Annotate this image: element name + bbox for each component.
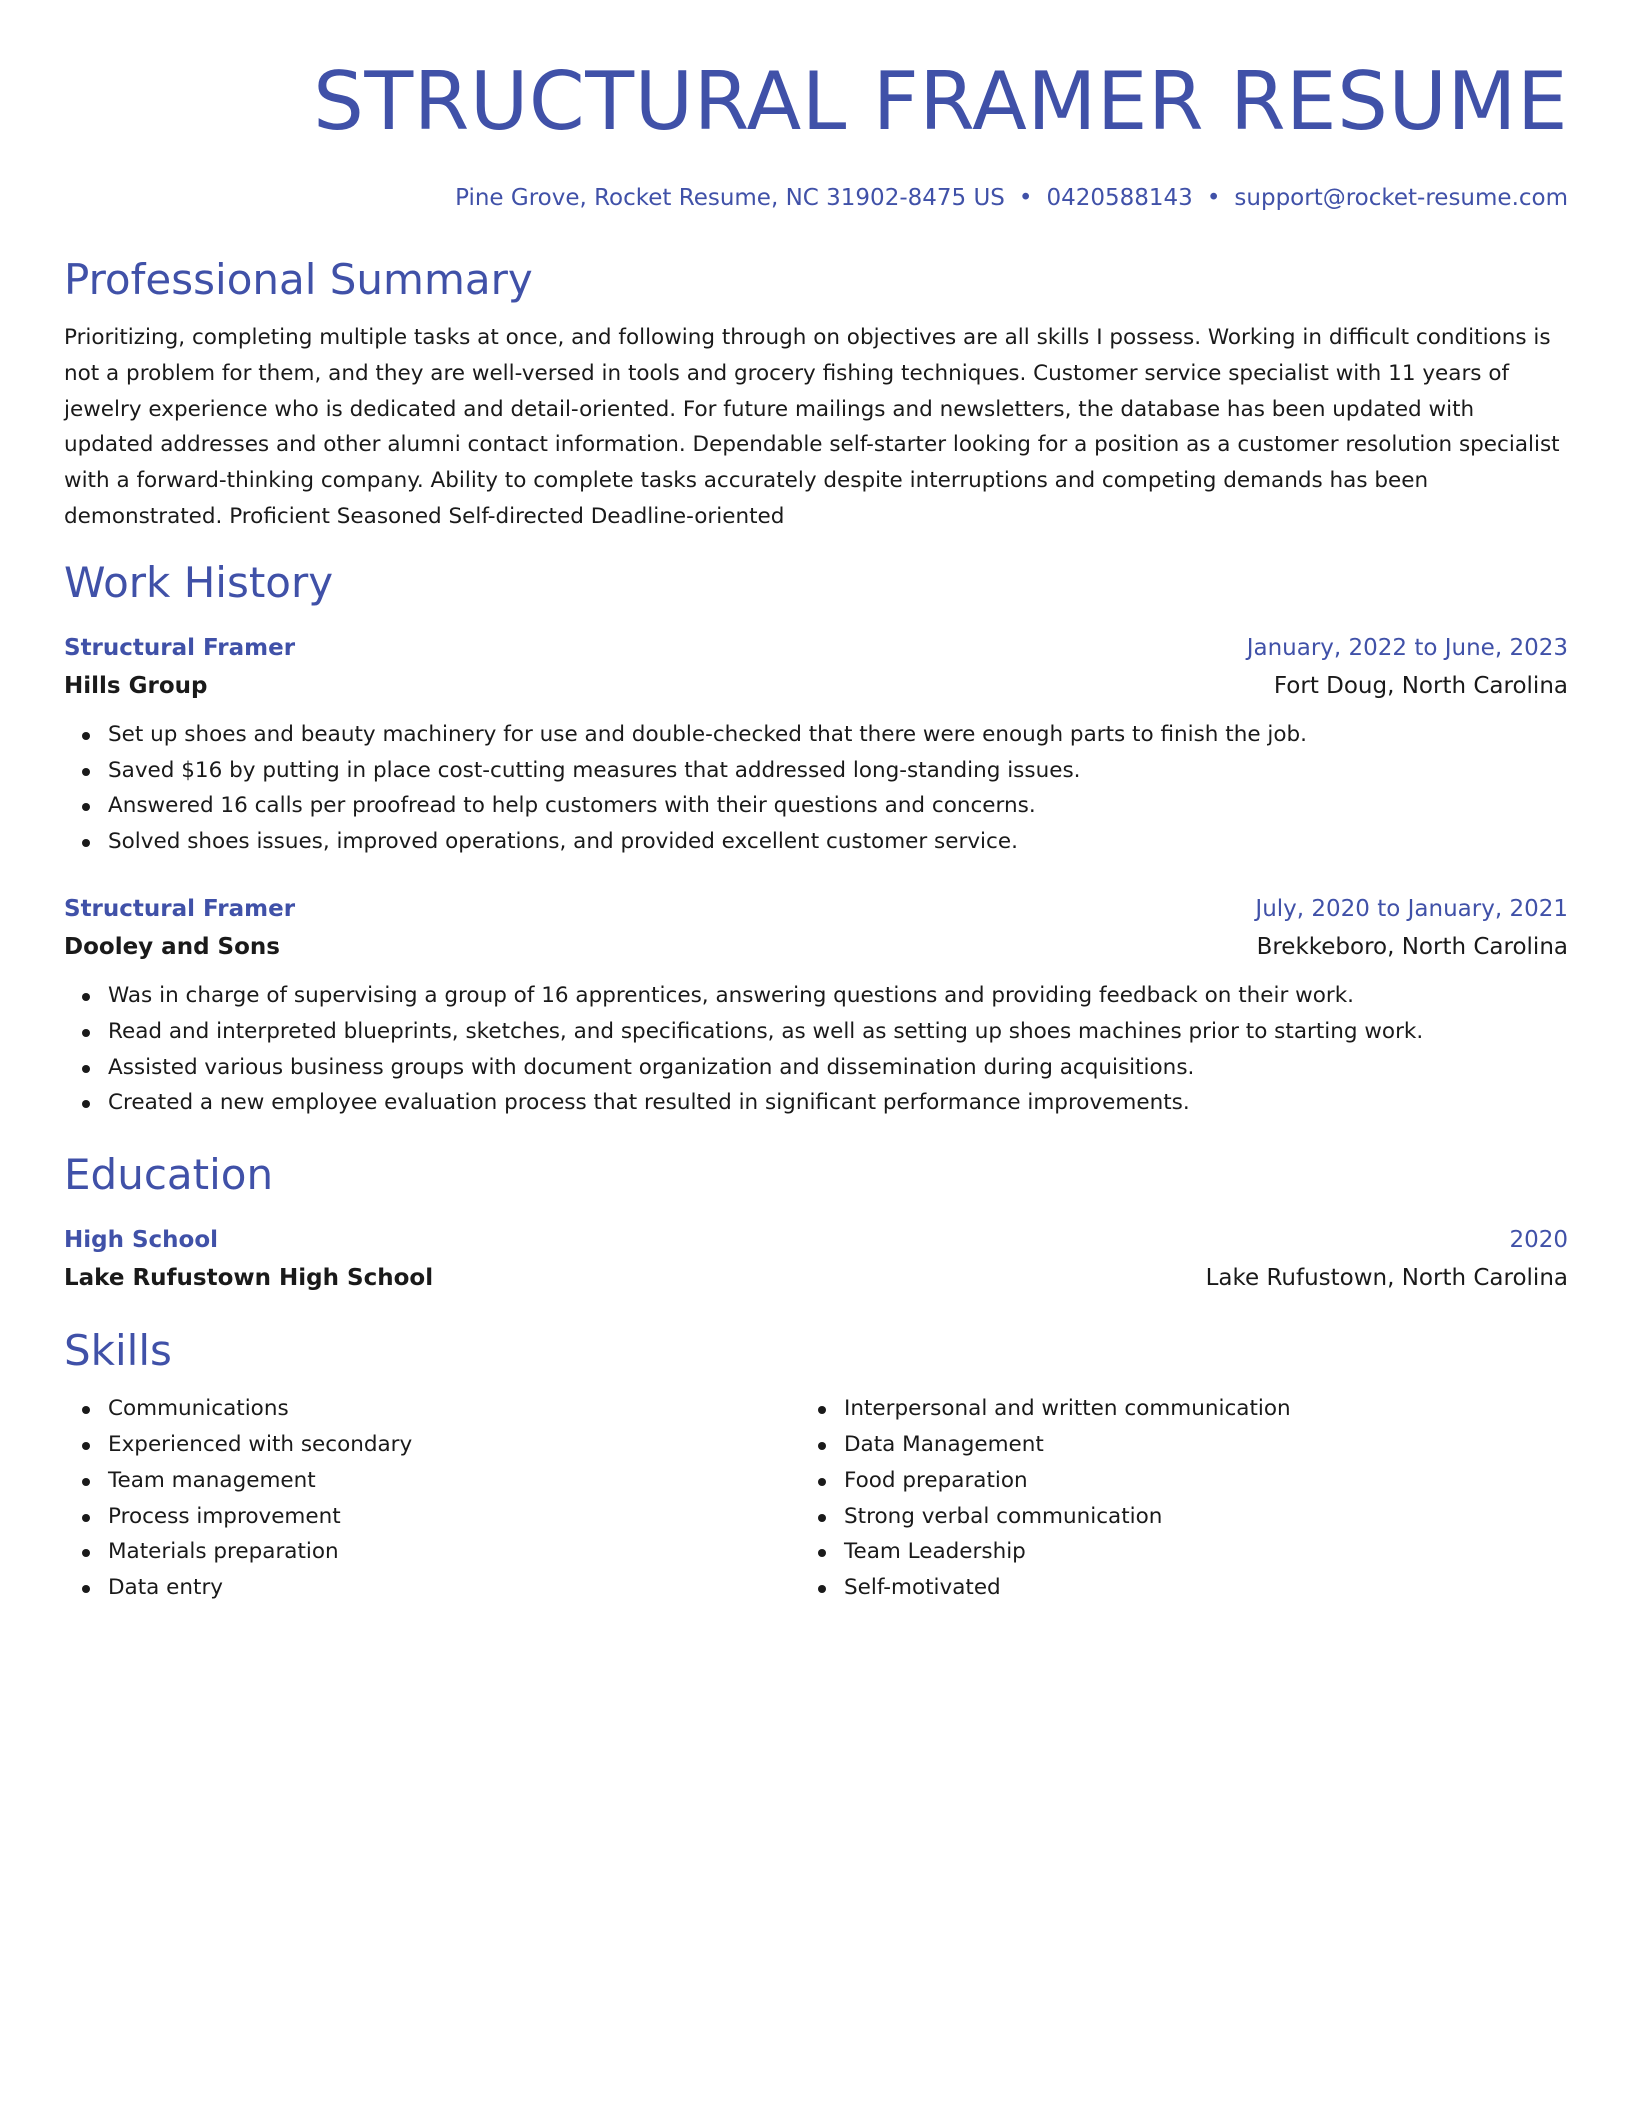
skill-text: Data Management (844, 1431, 1044, 1457)
education-year: 2020 (1509, 1227, 1568, 1254)
skills-grid (64, 1391, 1568, 1606)
job-bullet-text: Was in charge of supervising a group of 16 apprentices, answering questions and providing feedback on their work. (108, 982, 1354, 1008)
job-location: Brekkeboro, North Carolina (1256, 933, 1568, 960)
bullet-icon (82, 1442, 90, 1450)
education-heading: Education (64, 1150, 274, 1200)
skill-text: Strong verbal communication (844, 1503, 1163, 1529)
job-title: Structural Framer (64, 895, 296, 922)
job-bullet (108, 788, 1568, 824)
job-bullet-text: Assisted various business groups with document organization and dissemination during acquisitions. (108, 1054, 1195, 1080)
job-bullet (108, 824, 1568, 860)
job-bullet-text: Solved shoes issues, improved operations, and provided excellent customer service. (108, 829, 1018, 855)
job-bullet-text: Set up shoes and beauty machinery for use and double-checked that there were enough parts to finish the job. (108, 721, 1307, 747)
job-bullets (64, 978, 1568, 1121)
bullet-icon (82, 1514, 90, 1522)
summary-text: Prioritizing, completing multiple tasks at once, and following through on objectives are all skills I possess. Working in difficult conditions is not a problem for them, and they are well-versed in tools and grocery fishing techniques. Customer service specialist with 11 years of jewelry experience who is dedicated and detail-oriented. For future mailings and newsletters, the database has been updated with updated addresses and other alumni contact information. Dependable self-starter looking for a position as a customer resolution specialist with a forward-thinking company. Ability to complete tasks accurately despite interruptions and competing demands has been demonstrated. Proficient Seasoned Self-directed Deadline-oriented (64, 325, 1560, 529)
job-entry (64, 890, 1568, 1121)
skills-section (64, 1325, 1568, 1606)
bullet-icon (82, 839, 90, 847)
contact-phone: 0420588143 (1046, 185, 1193, 211)
work-history-heading: Work History (64, 557, 334, 607)
job-company: Dooley and Sons (64, 933, 280, 960)
education-school: Lake Rufustown High School (64, 1265, 434, 1292)
education-school-row (64, 1259, 1568, 1297)
bullet-icon (82, 1029, 90, 1037)
skill-text: Materials preparation (108, 1539, 339, 1565)
job-location: Fort Doug, North Carolina (1273, 672, 1568, 699)
skill-text: Communications (108, 1396, 289, 1422)
bullet-icon (818, 1585, 826, 1593)
bullet-icon (82, 732, 90, 740)
skill-text: Self-motivated (844, 1575, 1001, 1601)
skills-column-right (800, 1391, 1536, 1606)
skills-heading: Skills (64, 1326, 172, 1376)
skill-text: Process improvement (108, 1503, 341, 1529)
resume-title: STRUCTURAL FRAMER RESUME (313, 55, 1568, 148)
skill-item (108, 1463, 800, 1499)
contact-email[interactable]: support@rocket-resume.com (1234, 185, 1568, 211)
skill-item (108, 1499, 800, 1535)
job-bullet (108, 1050, 1568, 1086)
skill-item (108, 1534, 800, 1570)
summary-heading: Professional Summary (64, 255, 533, 304)
skill-text: Data entry (108, 1575, 224, 1601)
skill-item (844, 1499, 1536, 1535)
skill-text: Food preparation (844, 1467, 1028, 1493)
education-location: Lake Rufustown, North Carolina (1205, 1265, 1568, 1292)
job-bullet (108, 753, 1568, 789)
skill-item (108, 1427, 800, 1463)
skill-item (844, 1534, 1536, 1570)
contact-address: Pine Grove, Rocket Resume, NC 31902-8475 US (455, 185, 1005, 211)
skill-text: Experienced with secondary (108, 1431, 413, 1457)
bullet-icon (82, 1065, 90, 1073)
skill-item (844, 1391, 1536, 1427)
job-bullet-text: Created a new employee evaluation process that resulted in significant performance improvements. (108, 1090, 1190, 1116)
bullet-icon (82, 1585, 90, 1593)
skill-item (108, 1391, 800, 1427)
job-title: Structural Framer (64, 634, 296, 661)
job-company: Hills Group (64, 672, 208, 699)
job-company-row (64, 928, 1568, 966)
bullet-icon (82, 768, 90, 776)
work-history-section (64, 557, 1568, 1121)
contact-separator: • (1018, 185, 1033, 211)
skill-text: Team Leadership (844, 1539, 1026, 1565)
bullet-icon (82, 1549, 90, 1557)
bullet-icon (82, 1478, 90, 1486)
skill-text: Team management (108, 1467, 316, 1493)
job-bullet-text: Saved $16 by putting in place cost-cutting measures that addressed long-standing issues. (108, 757, 1081, 783)
bullet-icon (818, 1549, 826, 1557)
skill-text: Interpersonal and written communication (844, 1396, 1291, 1422)
job-bullets (64, 717, 1568, 860)
education-degree: High School (64, 1227, 219, 1254)
job-bullet (108, 978, 1568, 1014)
job-company-row (64, 667, 1568, 705)
bullet-icon (82, 993, 90, 1001)
job-bullet (108, 1014, 1568, 1050)
job-dates: July, 2020 to January, 2021 (1255, 895, 1568, 922)
job-header-row (64, 629, 1568, 667)
skill-item (108, 1570, 800, 1606)
contact-separator: • (1206, 185, 1221, 211)
job-bullet-text: Answered 16 calls per proofread to help customers with their questions and concerns. (108, 793, 1036, 819)
skill-item (844, 1427, 1536, 1463)
bullet-icon (818, 1478, 826, 1486)
bullet-icon (818, 1442, 826, 1450)
education-header-row (64, 1221, 1568, 1259)
bullet-icon (82, 1406, 90, 1414)
bullet-icon (82, 1100, 90, 1108)
education-entry (64, 1221, 1568, 1297)
bullet-icon (818, 1514, 826, 1522)
job-entry (64, 629, 1568, 860)
contact-line (64, 182, 1568, 214)
skill-item (844, 1570, 1536, 1606)
job-bullet (108, 1085, 1568, 1121)
skills-column-left (64, 1391, 800, 1606)
job-header-row (64, 890, 1568, 928)
job-dates: January, 2022 to June, 2023 (1246, 634, 1568, 661)
bullet-icon (818, 1406, 826, 1414)
education-section (64, 1149, 1568, 1297)
bullet-icon (82, 803, 90, 811)
summary-section (64, 254, 1568, 535)
job-bullet-text: Read and interpreted blueprints, sketches, and specifications, as well as setting up shoes machines prior to starting work. (108, 1018, 1424, 1044)
job-bullet (108, 717, 1568, 753)
skill-item (844, 1463, 1536, 1499)
